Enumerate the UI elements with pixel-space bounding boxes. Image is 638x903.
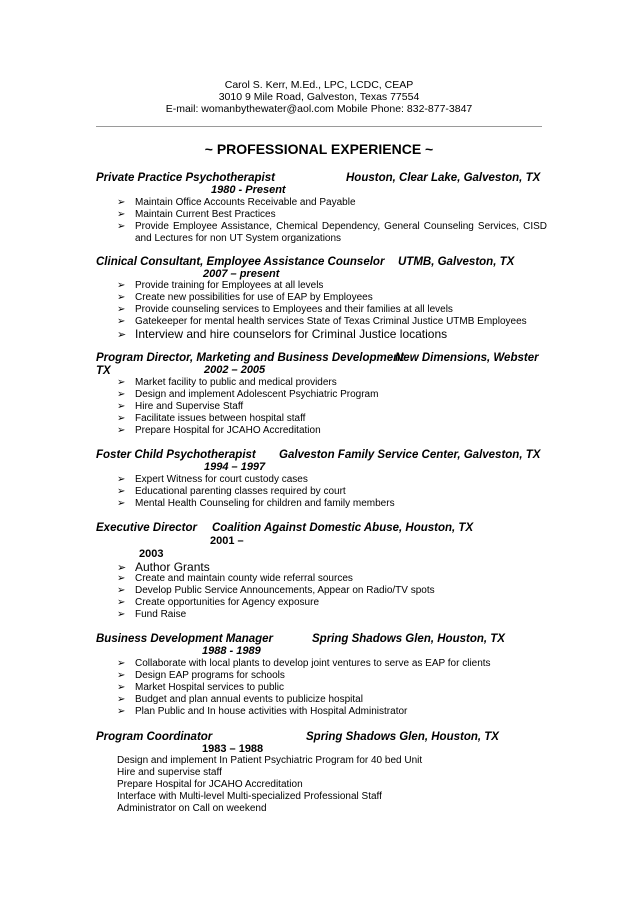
- candidate-address: 3010 9 Mile Road, Galveston, Texas 77554: [218, 91, 420, 103]
- list-item: ➢ Provide counseling services to Employees and their families at all levels: [117, 304, 453, 315]
- bullet-icon: ➢: [117, 280, 126, 291]
- job-title: Private Practice Psychotherapist: [96, 172, 275, 184]
- bullet-icon: ➢: [117, 573, 126, 584]
- list-item: ➢ Design EAP programs for schools: [117, 670, 285, 681]
- bullet-icon: ➢: [117, 498, 126, 509]
- list-item: Hire and supervise staff: [117, 767, 222, 778]
- list-item: ➢ Author Grants: [117, 560, 210, 574]
- bullet-icon: ➢: [117, 413, 126, 424]
- list-item: ➢ Mental Health Counseling for children and family members: [117, 498, 395, 509]
- list-item: ➢ Educational parenting classes required by court: [117, 486, 346, 497]
- list-item: ➢ Hire and Supervise Staff: [117, 401, 244, 412]
- list-item: ➢ Market facility to public and medical providers: [117, 377, 337, 388]
- bullet-icon: ➢: [117, 377, 126, 388]
- job-dates-continued: 2003: [139, 548, 164, 560]
- list-item: ➢ Maintain Office Accounts Receivable and Payable: [117, 197, 356, 208]
- list-item: ➢ Develop Public Service Announcements, Appear on Radio/TV spots: [117, 585, 435, 596]
- bullet-icon: ➢: [117, 304, 126, 315]
- job-location-continued: TX: [96, 365, 111, 377]
- job-title: Foster Child Psychotherapist: [96, 449, 256, 461]
- bullet-icon: ➢: [117, 389, 126, 400]
- list-item: ➢ Provide Employee Assistance, Chemical Dependency, General Counseling Services, CISD and Lectures for non UT System organizations: [117, 221, 547, 245]
- job-title: Clinical Consultant, Employee Assistance Counselor: [96, 256, 385, 268]
- bullet-icon: ➢: [117, 209, 126, 220]
- job-location: UTMB, Galveston, TX: [398, 256, 515, 268]
- bullet-icon: ➢: [117, 658, 126, 669]
- bullet-icon: ➢: [117, 670, 126, 681]
- list-item: ➢ Fund Raise: [117, 609, 187, 620]
- list-item: ➢ Gatekeeper for mental health services State of Texas Criminal Justice UTMB Employees: [117, 316, 527, 327]
- list-item: ➢ Facilitate issues between hospital staff: [117, 413, 306, 424]
- job-title: Business Development Manager: [96, 633, 274, 645]
- bullet-icon: ➢: [117, 425, 126, 436]
- bullet-icon: ➢: [117, 401, 126, 412]
- job-dates: 2002 – 2005: [204, 364, 266, 376]
- job-dates: 1994 – 1997: [204, 461, 266, 473]
- list-item: Prepare Hospital for JCAHO Accreditation: [117, 779, 303, 790]
- job-dates: 2007 – present: [203, 268, 280, 280]
- candidate-contact: E-mail: womanbythewater@aol.com Mobile Phone: 832-877-3847: [165, 103, 473, 115]
- list-item: ➢ Create and maintain county wide referral sources: [117, 573, 353, 584]
- header-divider: [96, 126, 542, 127]
- bullet-icon: ➢: [117, 316, 126, 327]
- job-location: Galveston Family Service Center, Galveston, TX: [279, 449, 541, 461]
- bullet-icon: ➢: [117, 292, 126, 303]
- bullet-icon: ➢: [117, 682, 126, 693]
- job-dates: 1983 – 1988: [202, 743, 264, 755]
- list-item: Design and implement In Patient Psychiatric Program for 40 bed Unit: [117, 755, 423, 766]
- bullet-icon: ➢: [117, 474, 126, 485]
- list-item: ➢ Provide training for Employees at all levels: [117, 280, 324, 291]
- bullet-icon: ➢: [117, 197, 126, 208]
- bullet-icon: ➢: [117, 221, 126, 232]
- bullet-icon: ➢: [117, 597, 126, 608]
- list-item: ➢ Budget and plan annual events to publicize hospital: [117, 694, 363, 705]
- list-item: ➢ Create new possibilities for use of EAP by Employees: [117, 292, 373, 303]
- bullet-icon: ➢: [117, 329, 127, 341]
- bullet-icon: ➢: [117, 694, 126, 705]
- list-item: ➢ Market Hospital services to public: [117, 682, 284, 693]
- list-item: ➢ Collaborate with local plants to develop joint ventures to serve as EAP for clients: [117, 658, 491, 669]
- candidate-name: Carol S. Kerr, M.Ed., LPC, LCDC, CEAP: [224, 79, 414, 91]
- list-item: ➢ Plan Public and In house activities with Hospital Administrator: [117, 706, 408, 717]
- section-title: ~ PROFESSIONAL EXPERIENCE ~: [204, 141, 434, 157]
- bullet-icon: ➢: [117, 585, 126, 596]
- bullet-icon: ➢: [117, 609, 126, 620]
- list-item: ➢ Design and implement Adolescent Psychiatric Program: [117, 389, 379, 400]
- job-dates: 2001 –: [210, 535, 244, 547]
- job-location: New Dimensions, Webster: [395, 352, 539, 364]
- job-dates: 1988 - 1989: [202, 645, 261, 657]
- list-item: ➢ Expert Witness for court custody cases: [117, 474, 308, 485]
- list-item: Administrator on Call on weekend: [117, 803, 267, 814]
- list-item: ➢ Maintain Current Best Practices: [117, 209, 276, 220]
- list-item: Interface with Multi-level Multi-specialized Professional Staff: [117, 791, 382, 802]
- bullet-icon: ➢: [117, 706, 126, 717]
- job-location: Spring Shadows Glen, Houston, TX: [306, 731, 499, 743]
- list-item: ➢ Prepare Hospital for JCAHO Accreditation: [117, 425, 321, 436]
- list-item: ➢ Create opportunities for Agency exposure: [117, 597, 319, 608]
- job-location: Spring Shadows Glen, Houston, TX: [312, 633, 505, 645]
- list-item: ➢ Interview and hire counselors for Criminal Justice locations: [117, 327, 448, 341]
- job-title: Program Coordinator: [96, 731, 213, 743]
- bullet-icon: ➢: [117, 562, 127, 574]
- bullet-icon: ➢: [117, 486, 126, 497]
- job-title: Program Director, Marketing and Business Development: [96, 352, 405, 364]
- job-location: Houston, Clear Lake, Galveston, TX: [346, 172, 541, 184]
- job-dates: 1980 - Present: [211, 184, 286, 196]
- job-location: Coalition Against Domestic Abuse, Houston, TX: [212, 522, 474, 534]
- job-title: Executive Director: [96, 522, 197, 534]
